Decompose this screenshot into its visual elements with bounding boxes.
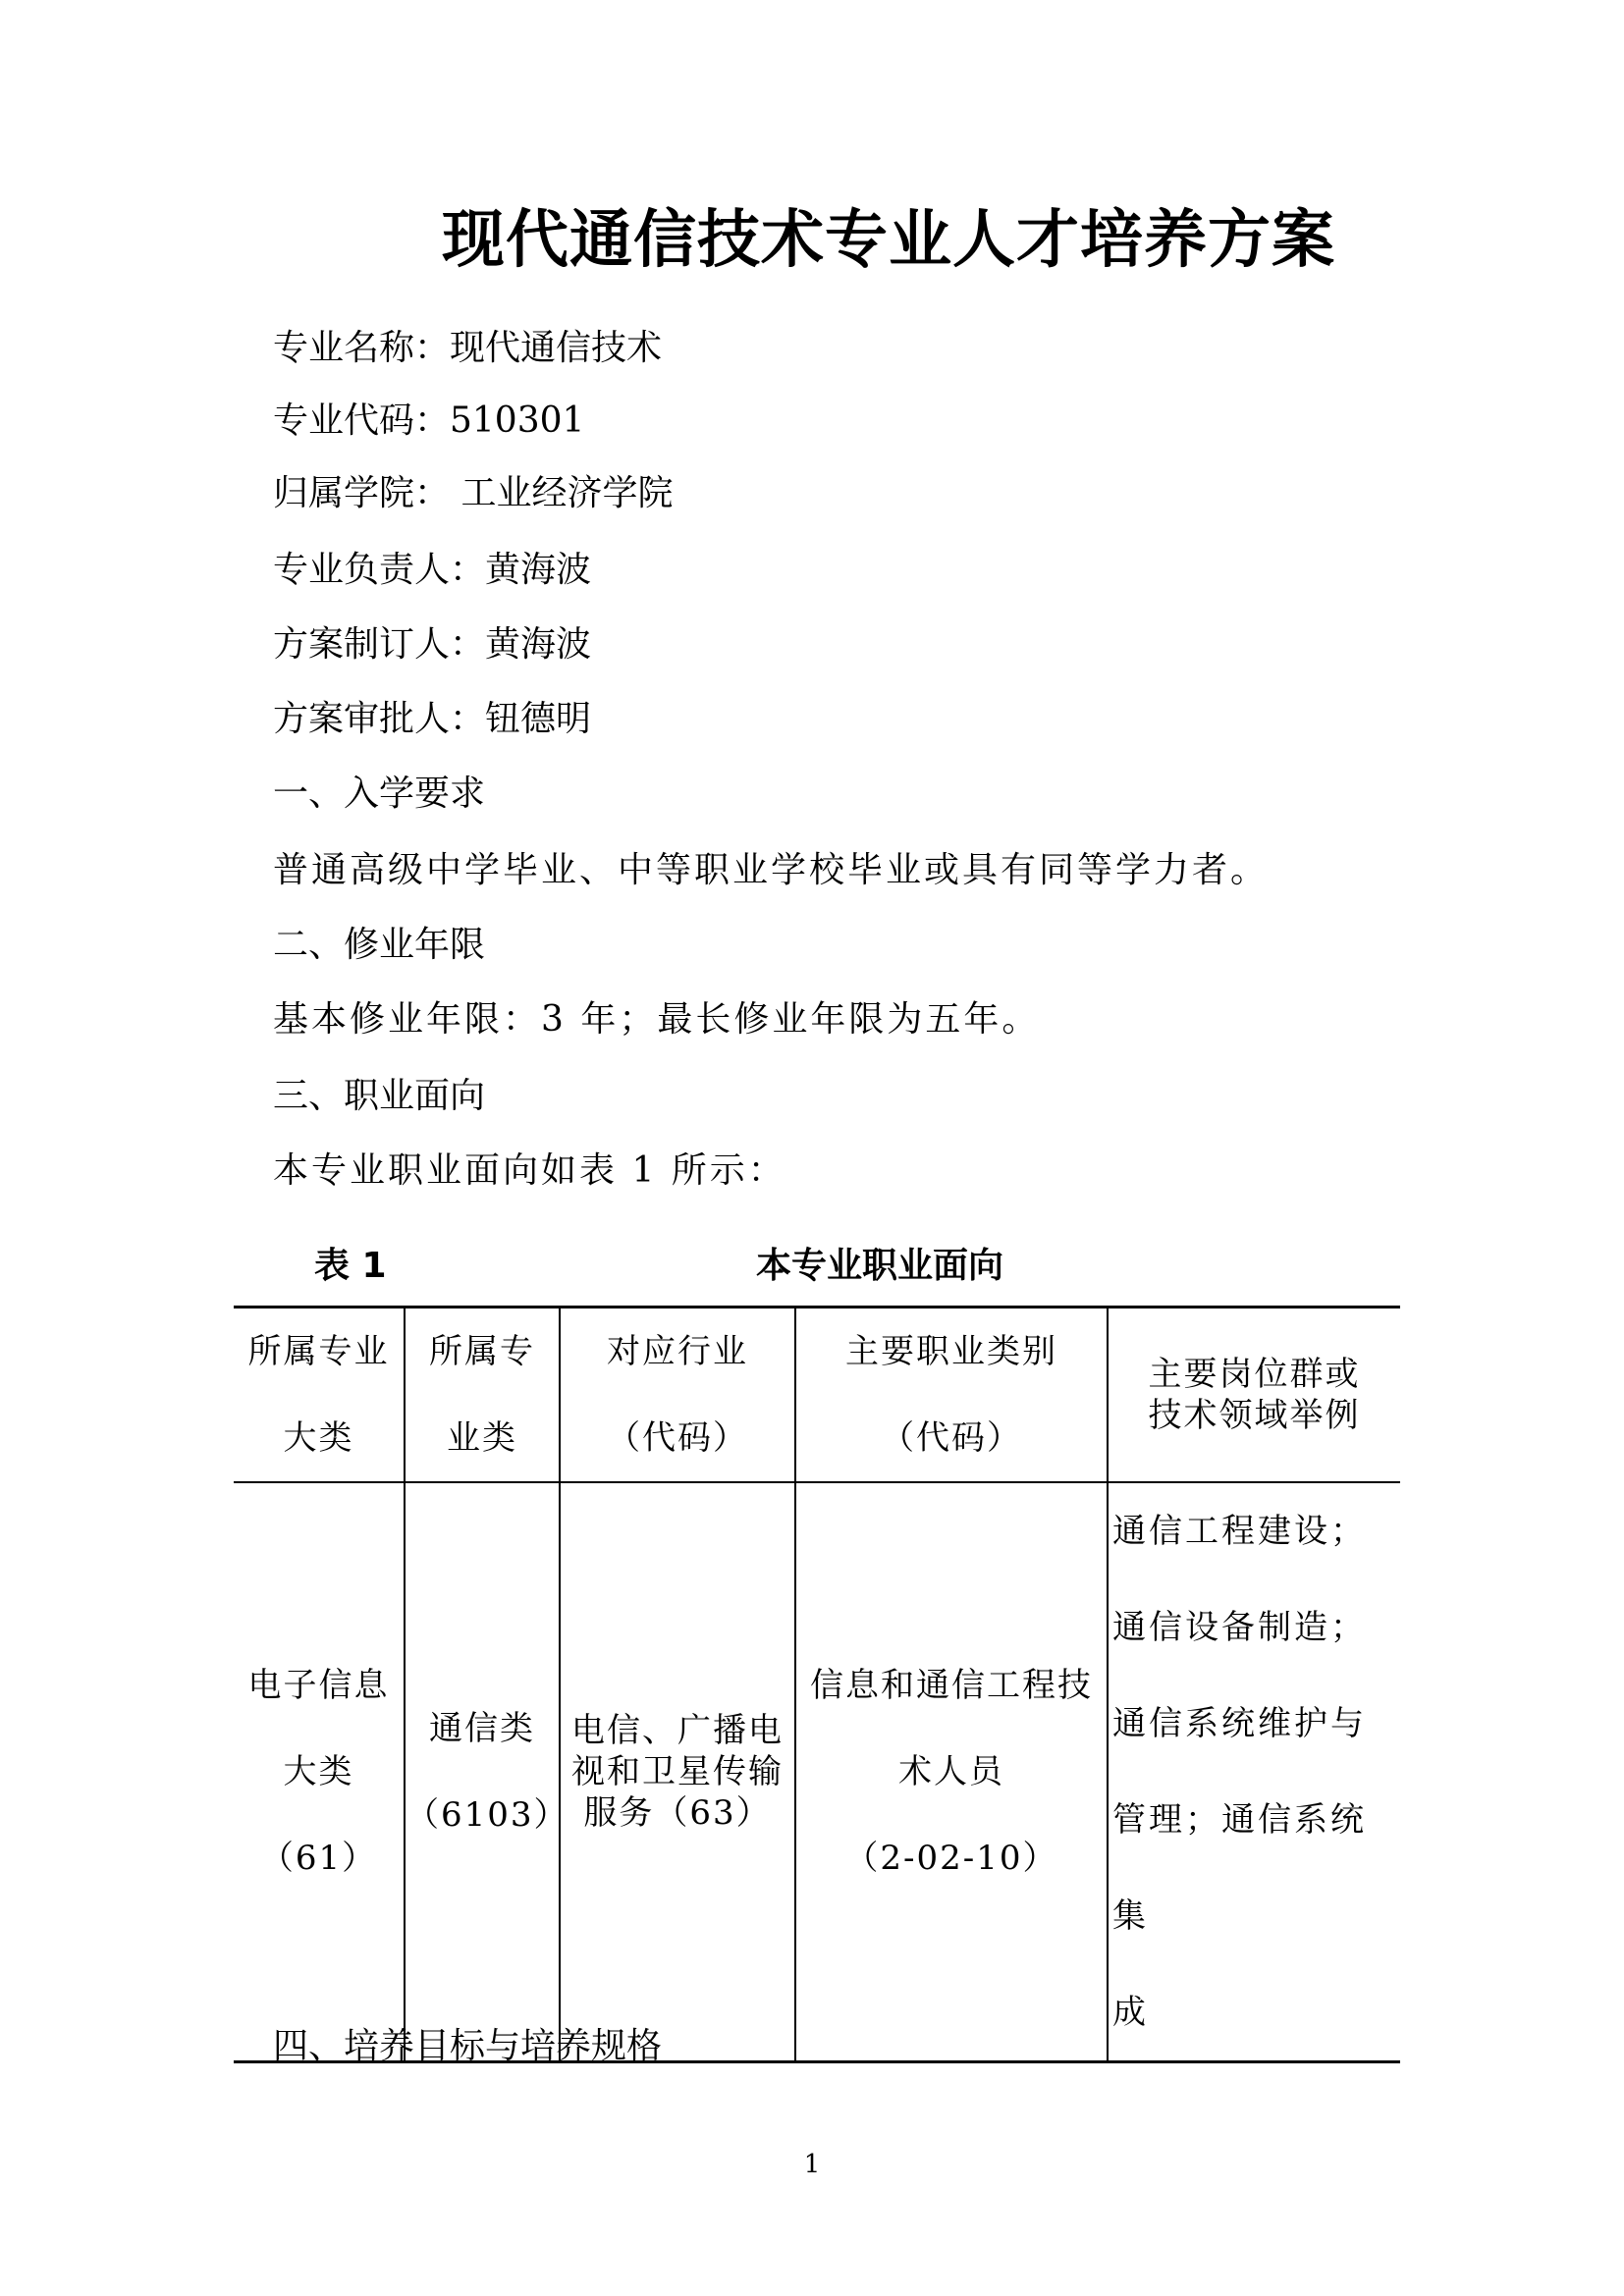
cell-industry: 电信、广播电 视和卫星传输 服务（63） [560, 1482, 795, 2062]
cell-job-group: 通信工程建设； 通信设备制造； 通信系统维护与 管理；通信系统集 成 [1108, 1482, 1400, 2062]
college: 归属学院： 工业经济学院 [273, 473, 674, 513]
cell-occupation: 信息和通信工程技 术人员 （2-02-10） [795, 1482, 1108, 2062]
career-orientation-table [234, 1306, 1400, 2063]
section-heading-objectives: 四、培养目标与培养规格 [273, 2026, 663, 2066]
document-title: 现代通信技术专业人才培养方案 [442, 204, 1335, 277]
section-heading-career: 三、职业面向 [273, 1076, 486, 1116]
plan-approver: 方案审批人：钮德明 [273, 699, 592, 739]
page-number: 1 [803, 2150, 821, 2179]
section-body-duration: 基本修业年限：3 年；最长修业年限为五年。 [273, 999, 1041, 1040]
header-major-category: 所属专业 大类 [234, 1308, 405, 1483]
major-director: 专业负责人：黄海波 [273, 550, 592, 590]
cell-major-category: 电子信息 大类 （61） [234, 1482, 405, 2062]
major-code: 专业代码：510301 [273, 400, 585, 441]
cell-major-class: 通信类 （6103） [405, 1482, 560, 2062]
section-heading-duration: 二、修业年限 [273, 925, 486, 965]
section-body-admission: 普通高级中学毕业、中等职业学校毕业或具有同等学力者。 [273, 850, 1270, 890]
header-job-group: 主要岗位群或 技术领域举例 [1108, 1308, 1400, 1483]
plan-author: 方案制订人：黄海波 [273, 624, 592, 665]
header-major-class: 所属专 业类 [405, 1308, 560, 1483]
header-industry: 对应行业 （代码） [560, 1308, 795, 1483]
table-row [234, 1482, 1400, 2062]
table-caption-label: 表 1 [314, 1246, 387, 1286]
section-body-career: 本专业职业面向如表 1 所示： [273, 1150, 786, 1191]
header-occupation: 主要职业类别 （代码） [795, 1308, 1108, 1483]
table-caption-title: 本专业职业面向 [756, 1246, 1004, 1286]
table-header-row [234, 1308, 1400, 1483]
major-name: 专业名称：现代通信技术 [273, 328, 663, 368]
section-heading-admission: 一、入学要求 [273, 774, 486, 814]
